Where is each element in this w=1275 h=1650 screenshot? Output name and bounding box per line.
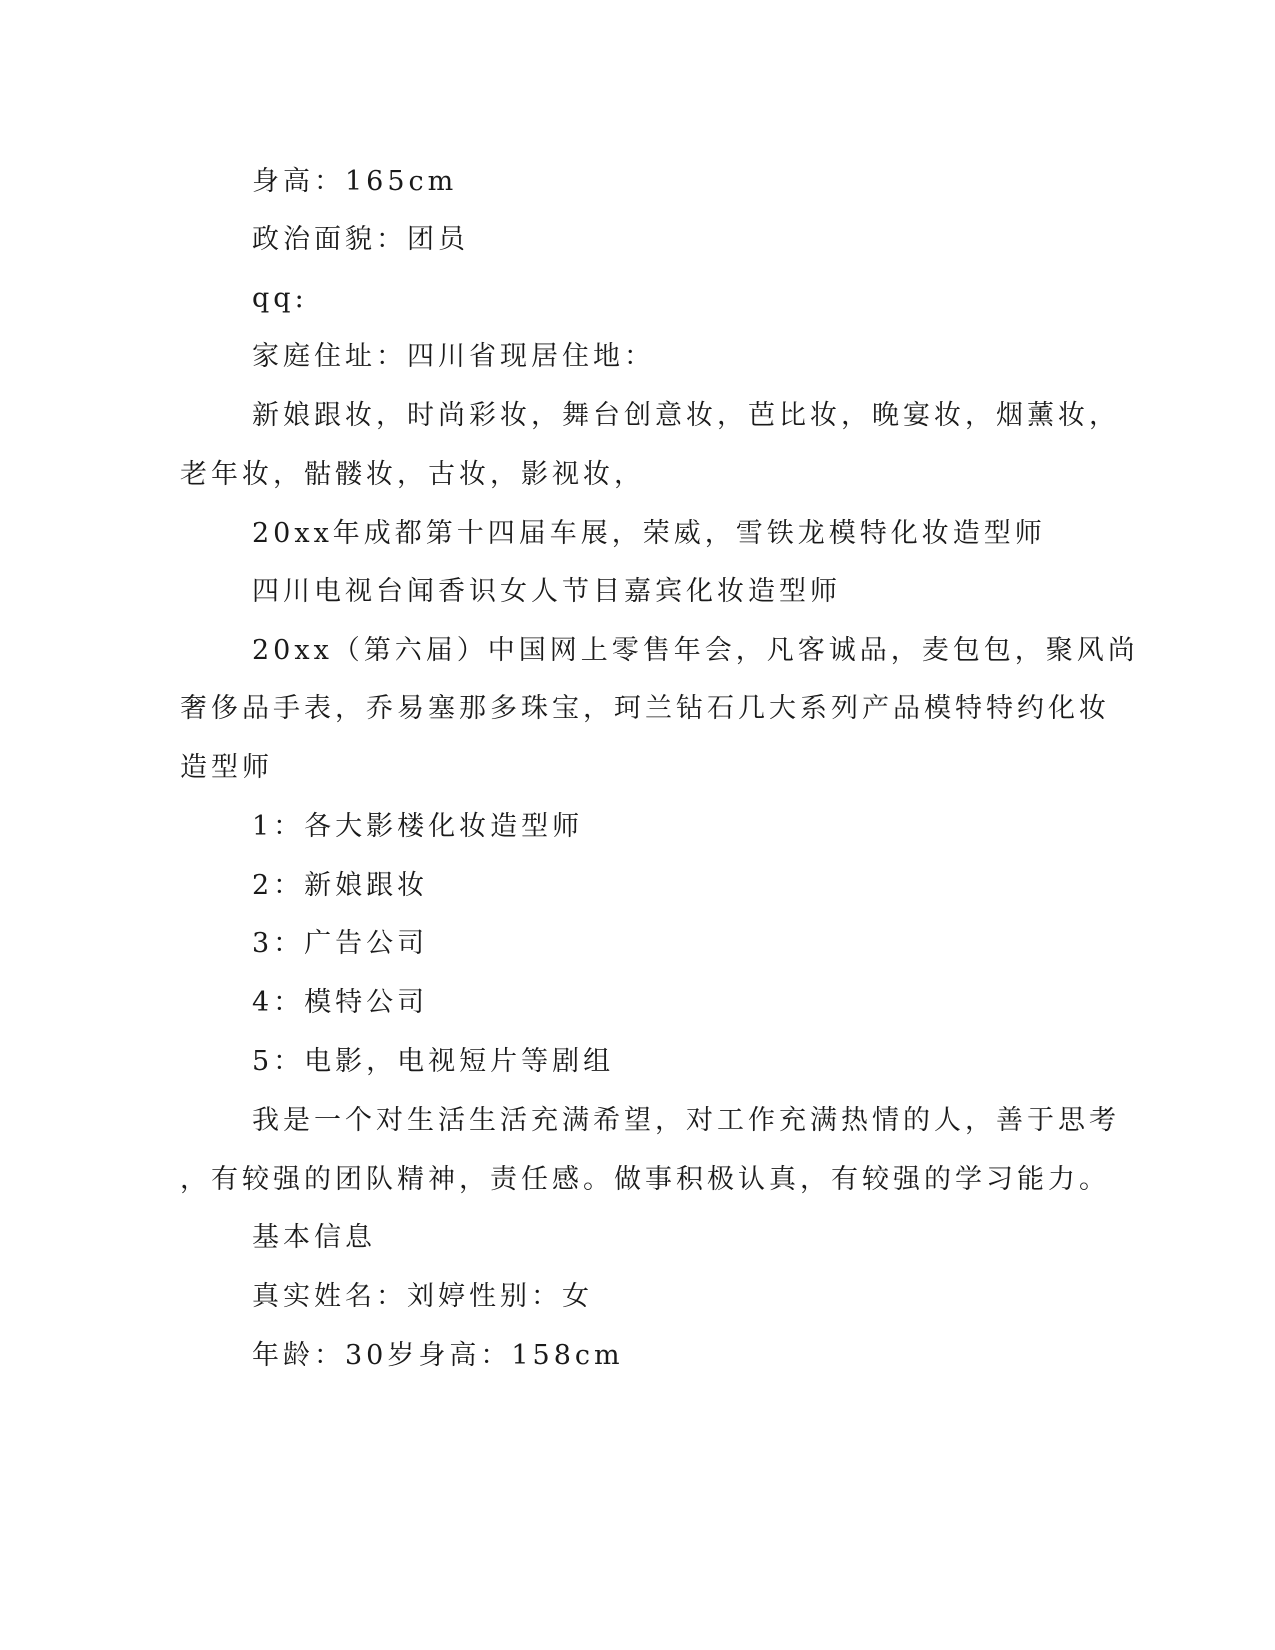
makeup-skills-line-1: 新娘跟妆，时尚彩妆，舞台创意妆，芭比妆，晚宴妆，烟薰妆， <box>252 400 1120 431</box>
experience-tv-station: 四川电视台闻香识女人节目嘉宾化妆造型师 <box>252 576 841 607</box>
height-line: 身高：165cm <box>252 166 458 197</box>
section-heading-basic-info: 基本信息 <box>252 1222 376 1253</box>
job-target-4: 4：模特公司 <box>252 987 429 1018</box>
political-status-line: 政治面貌：团员 <box>252 224 469 255</box>
age-height-line: 年龄：30岁身高：158cm <box>252 1340 624 1371</box>
self-evaluation-line-2: ，有较强的团队精神，责任感。做事积极认真，有较强的学习能力。 <box>180 1164 1110 1195</box>
experience-retail-line-1: 20xx（第六届）中国网上零售年会，凡客诚品，麦包包，聚风尚 <box>252 635 1139 666</box>
qq-line: qq: <box>252 283 308 314</box>
job-target-5: 5：电影，电视短片等剧组 <box>252 1046 615 1077</box>
makeup-skills-line-2: 老年妆，骷髅妆，古妆，影视妆， <box>180 459 645 490</box>
address-line: 家庭住址：四川省现居住地： <box>252 341 655 372</box>
experience-retail-line-3: 造型师 <box>180 752 273 783</box>
job-target-1: 1：各大影楼化妆造型师 <box>252 811 584 842</box>
name-gender-line: 真实姓名：刘婷性别：女 <box>252 1281 593 1312</box>
experience-retail-line-2: 奢侈品手表，乔易塞那多珠宝，珂兰钻石几大系列产品模特特约化妆 <box>180 693 1110 724</box>
experience-car-show: 20xx年成都第十四届车展，荣威，雪铁龙模特化妆造型师 <box>252 518 1046 549</box>
self-evaluation-line-1: 我是一个对生活生活充满希望，对工作充满热情的人，善于思考 <box>252 1105 1120 1136</box>
job-target-2: 2：新娘跟妆 <box>252 870 429 901</box>
job-target-3: 3：广告公司 <box>252 928 429 959</box>
